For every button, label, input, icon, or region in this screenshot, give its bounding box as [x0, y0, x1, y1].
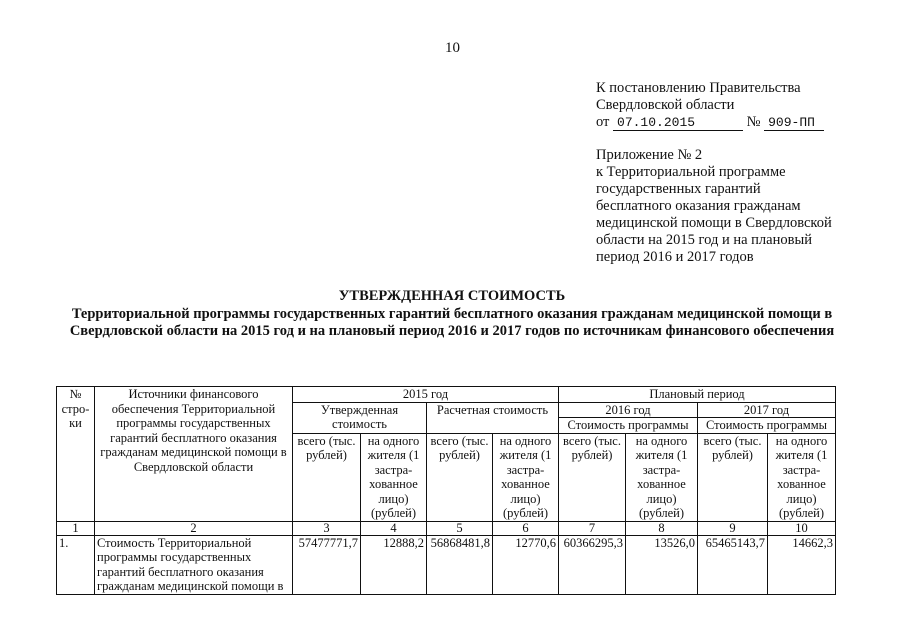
column-number: 4 — [361, 521, 427, 535]
header-total: всего (тыс. рублей) — [427, 433, 493, 521]
column-number-row — [57, 521, 836, 535]
resolution-date-line — [596, 114, 824, 131]
value-2016-total: 60366295,3 — [559, 535, 626, 594]
cost-table-wrapper — [56, 386, 836, 595]
document-subtitle: Территориальной программы государственных гарантий бесплатного оказания гражданам медицинской помощи в Свердловской области на 2015 год и на плановый период 2016 и 2017 годов по источникам финансового обеспечения — [69, 306, 835, 339]
appendix-line: области на 2015 год и на плановый — [596, 232, 812, 248]
header-source: Источники финансового обеспечения Территориальной программы государственных гарантий бесплатного оказания гражданам медицинской помощи в Свердловской области — [95, 387, 293, 522]
document-heading — [40, 288, 864, 340]
header-total: всего (тыс. рублей) — [559, 433, 626, 521]
header-total: всего (тыс. рублей) — [293, 433, 361, 521]
table-row — [57, 535, 836, 594]
header-program-cost-2016: Стоимость программы — [559, 418, 698, 434]
row-number: 1. — [57, 535, 95, 594]
header-row-number: № стро- ки — [57, 387, 95, 522]
document-title: УТВЕРЖДЕННАЯ СТОИМОСТЬ — [338, 288, 566, 304]
header-program-cost-2017: Стоимость программы — [698, 418, 836, 434]
header-per-capita: на одного жителя (1 застра- хованное лицо) (рублей) — [361, 433, 427, 521]
resolution-line2: Свердловской области — [596, 97, 735, 113]
header-calculated-cost: Расчетная стоимость — [427, 402, 559, 433]
value-2015-approved-per-capita: 12888,2 — [361, 535, 427, 594]
header-approved-cost: Утвержденная стоимость — [293, 402, 427, 433]
value-2017-per-capita: 14662,3 — [768, 535, 836, 594]
row-source: Стоимость Территориальной программы государственных гарантий бесплатного оказания гражданам медицинской помощи в — [95, 535, 293, 594]
date-prefix: от — [596, 114, 610, 130]
column-number: 6 — [493, 521, 559, 535]
header-per-capita: на одного жителя (1 застра- хованное лицо) (рублей) — [493, 433, 559, 521]
appendix-line: медицинской помощи в Свердловской — [596, 215, 832, 231]
column-number: 3 — [293, 521, 361, 535]
header-2016: 2016 год — [559, 402, 698, 418]
header-2015: 2015 год — [293, 387, 559, 403]
column-number: 8 — [626, 521, 698, 535]
number-prefix: № — [746, 114, 761, 130]
appendix-line: период 2016 и 2017 годов — [596, 249, 754, 265]
value-2017-total: 65465143,7 — [698, 535, 768, 594]
value-2015-calculated-per-capita: 12770,6 — [493, 535, 559, 594]
value-2015-calculated-total: 56868481,8 — [427, 535, 493, 594]
resolution-number: 909-ПП — [764, 116, 824, 131]
resolution-date: 07.10.2015 — [613, 116, 743, 131]
header-total: всего (тыс. рублей) — [698, 433, 768, 521]
column-number: 7 — [559, 521, 626, 535]
header-per-capita: на одного жителя (1 застра- хованное лицо) (рублей) — [768, 433, 836, 521]
column-number: 1 — [57, 521, 95, 535]
cost-table — [56, 386, 836, 595]
appendix-line: Приложение № 2 — [596, 147, 703, 163]
header-planned-period: Плановый период — [559, 387, 836, 403]
appendix-block — [596, 147, 866, 266]
value-2015-approved-total: 57477771,7 — [293, 535, 361, 594]
resolution-line1: К постановлению Правительства — [596, 80, 801, 96]
header-per-capita: на одного жителя (1 застра- хованное лицо) (рублей) — [626, 433, 698, 521]
column-number: 10 — [768, 521, 836, 535]
column-number: 5 — [427, 521, 493, 535]
column-number: 9 — [698, 521, 768, 535]
appendix-line: бесплатного оказания гражданам — [596, 198, 801, 214]
value-2016-per-capita: 13526,0 — [626, 535, 698, 594]
resolution-block — [596, 80, 824, 131]
column-number: 2 — [95, 521, 293, 535]
header-2017: 2017 год — [698, 402, 836, 418]
appendix-line: государственных гарантий — [596, 181, 761, 197]
appendix-line: к Территориальной программе — [596, 164, 786, 180]
page-number: 10 — [445, 40, 460, 56]
